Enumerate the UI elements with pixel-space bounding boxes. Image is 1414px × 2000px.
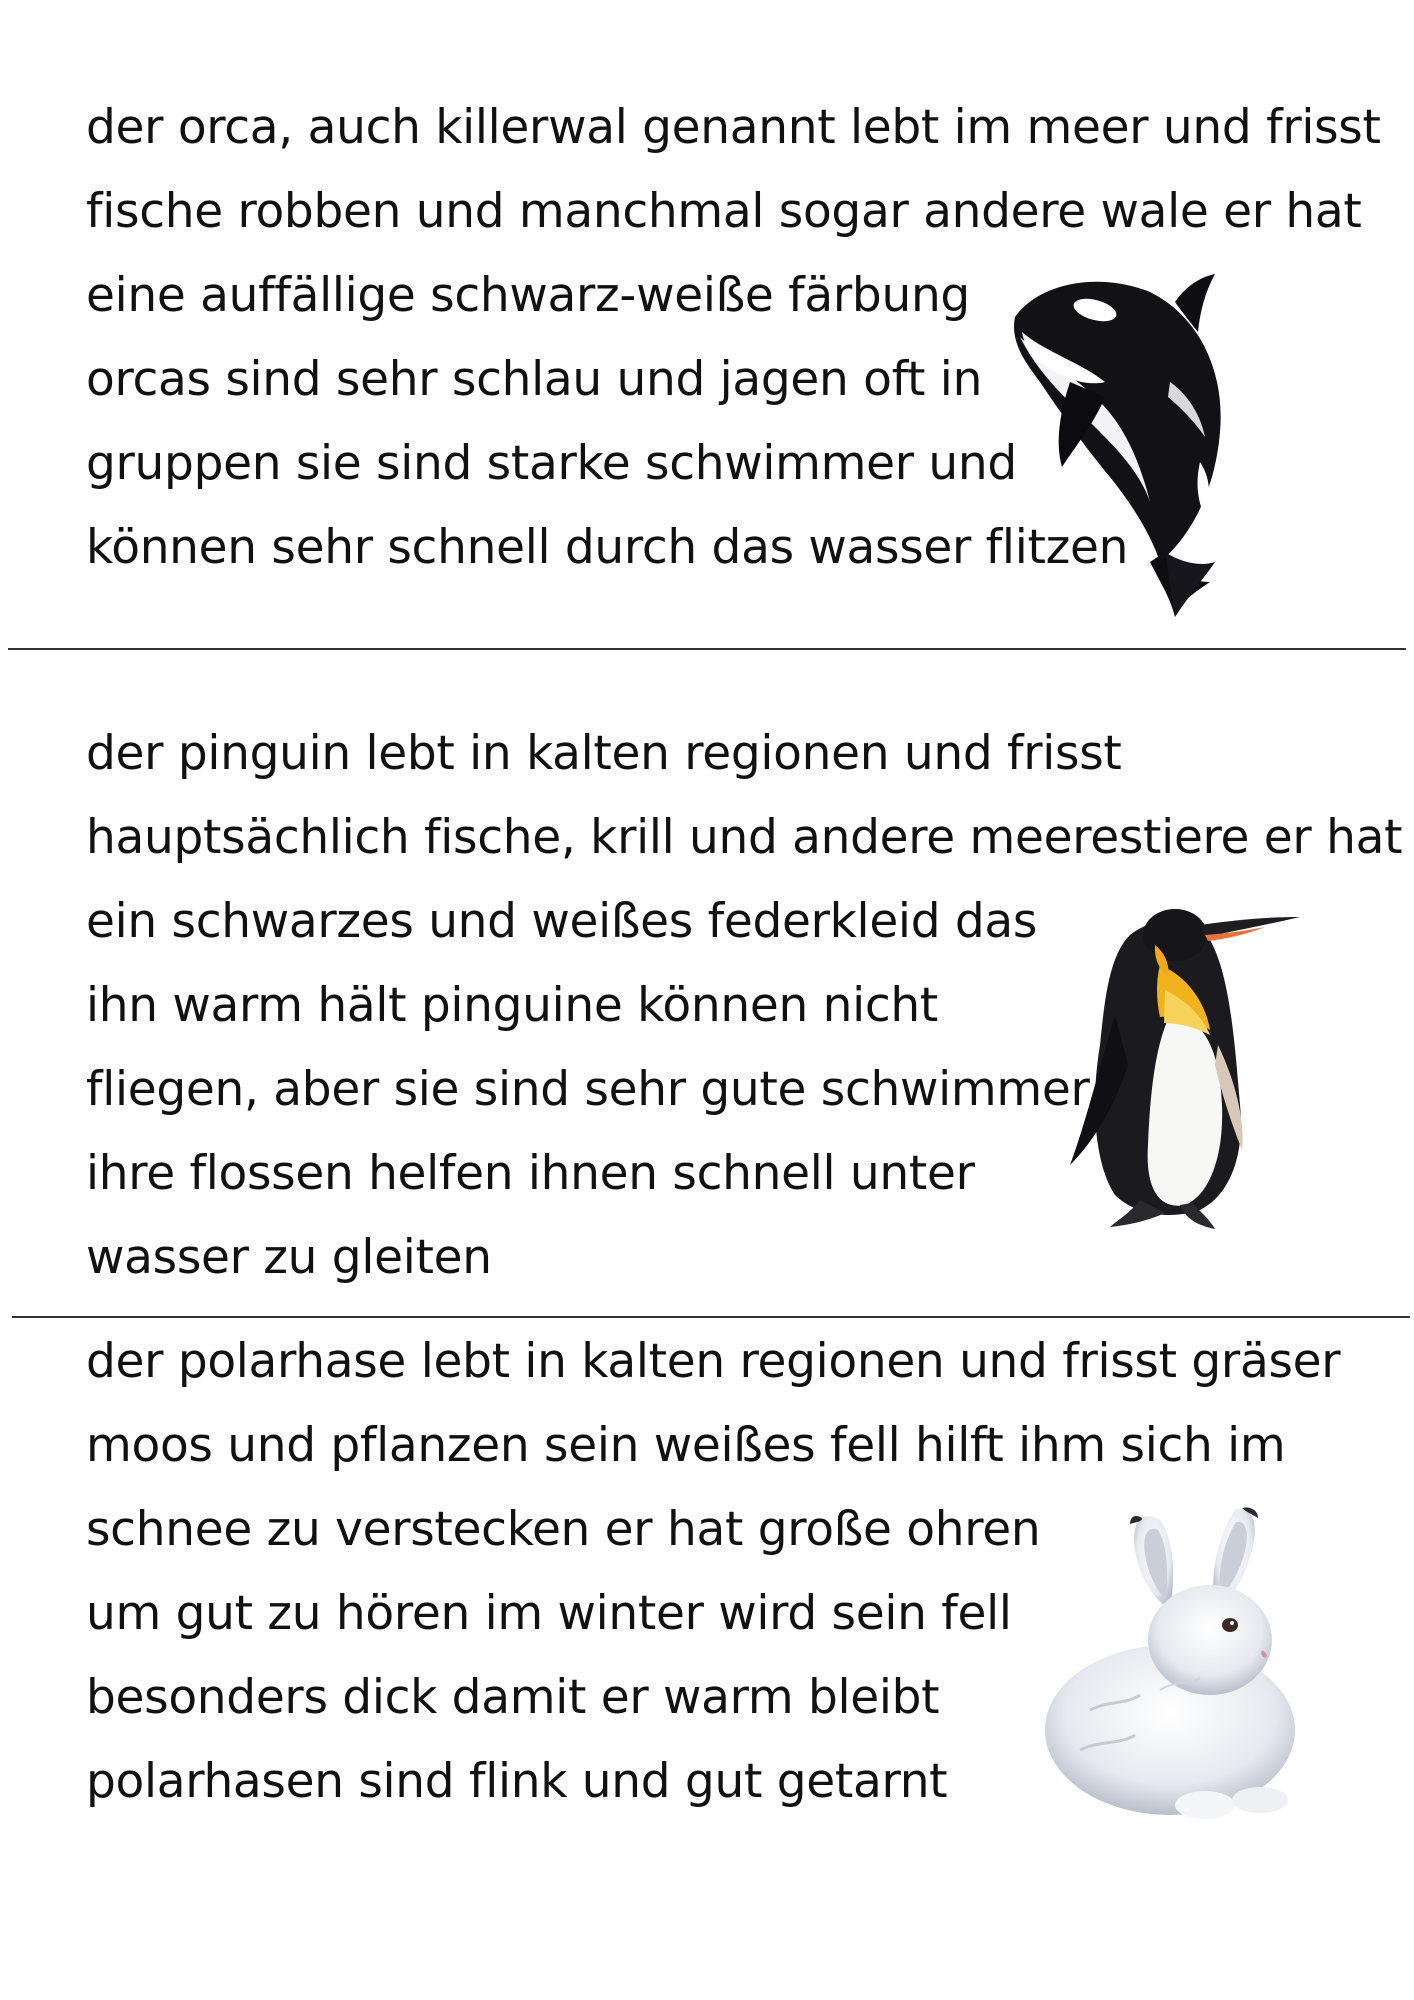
section-divider [12, 1316, 1410, 1318]
text-line: moos und pflanzen sein weißes fell hilft ihm sich im [86, 1418, 1286, 1473]
text-line: besonders dick damit er warm bleibt [86, 1670, 940, 1725]
text-line: wasser zu gleiten [86, 1230, 492, 1285]
section-divider [8, 648, 1406, 650]
text-line: ihn warm hält pinguine können nicht [86, 978, 938, 1033]
text-line: fliegen, aber sie sind sehr gute schwimmer [86, 1062, 1090, 1117]
text-line: fische robben und manchmal sogar andere wale er hat [86, 184, 1362, 239]
text-line: eine auffällige schwarz-weiße färbung [86, 268, 970, 323]
text-line: hauptsächlich fische, krill und andere meerestiere er hat [86, 810, 1403, 865]
arctic-hare-illustration-icon [1030, 1500, 1320, 1830]
text-line: der pinguin lebt in kalten regionen und frisst [86, 726, 1122, 781]
text-line: ein schwarzes und weißes federkleid das [86, 894, 1038, 949]
penguin-illustration-icon [1060, 895, 1310, 1245]
text-line: schnee zu verstecken er hat große ohren [86, 1502, 1041, 1557]
text-line: der polarhase lebt in kalten regionen und frisst gräser [86, 1334, 1341, 1389]
text-line: um gut zu hören im winter wird sein fell [86, 1586, 1012, 1641]
text-line: polarhasen sind flink und gut getarnt [86, 1754, 948, 1809]
text-line: der orca, auch killerwal genannt lebt im meer und frisst [86, 100, 1381, 155]
text-line: orcas sind sehr schlau und jagen oft in [86, 352, 983, 407]
text-line: gruppen sie sind starke schwimmer und [86, 436, 1017, 491]
text-line: ihre flossen helfen ihnen schnell unter [86, 1146, 975, 1201]
text-line: können sehr schnell durch das wasser flitzen [86, 520, 1129, 575]
orca-illustration-icon [1000, 262, 1270, 622]
